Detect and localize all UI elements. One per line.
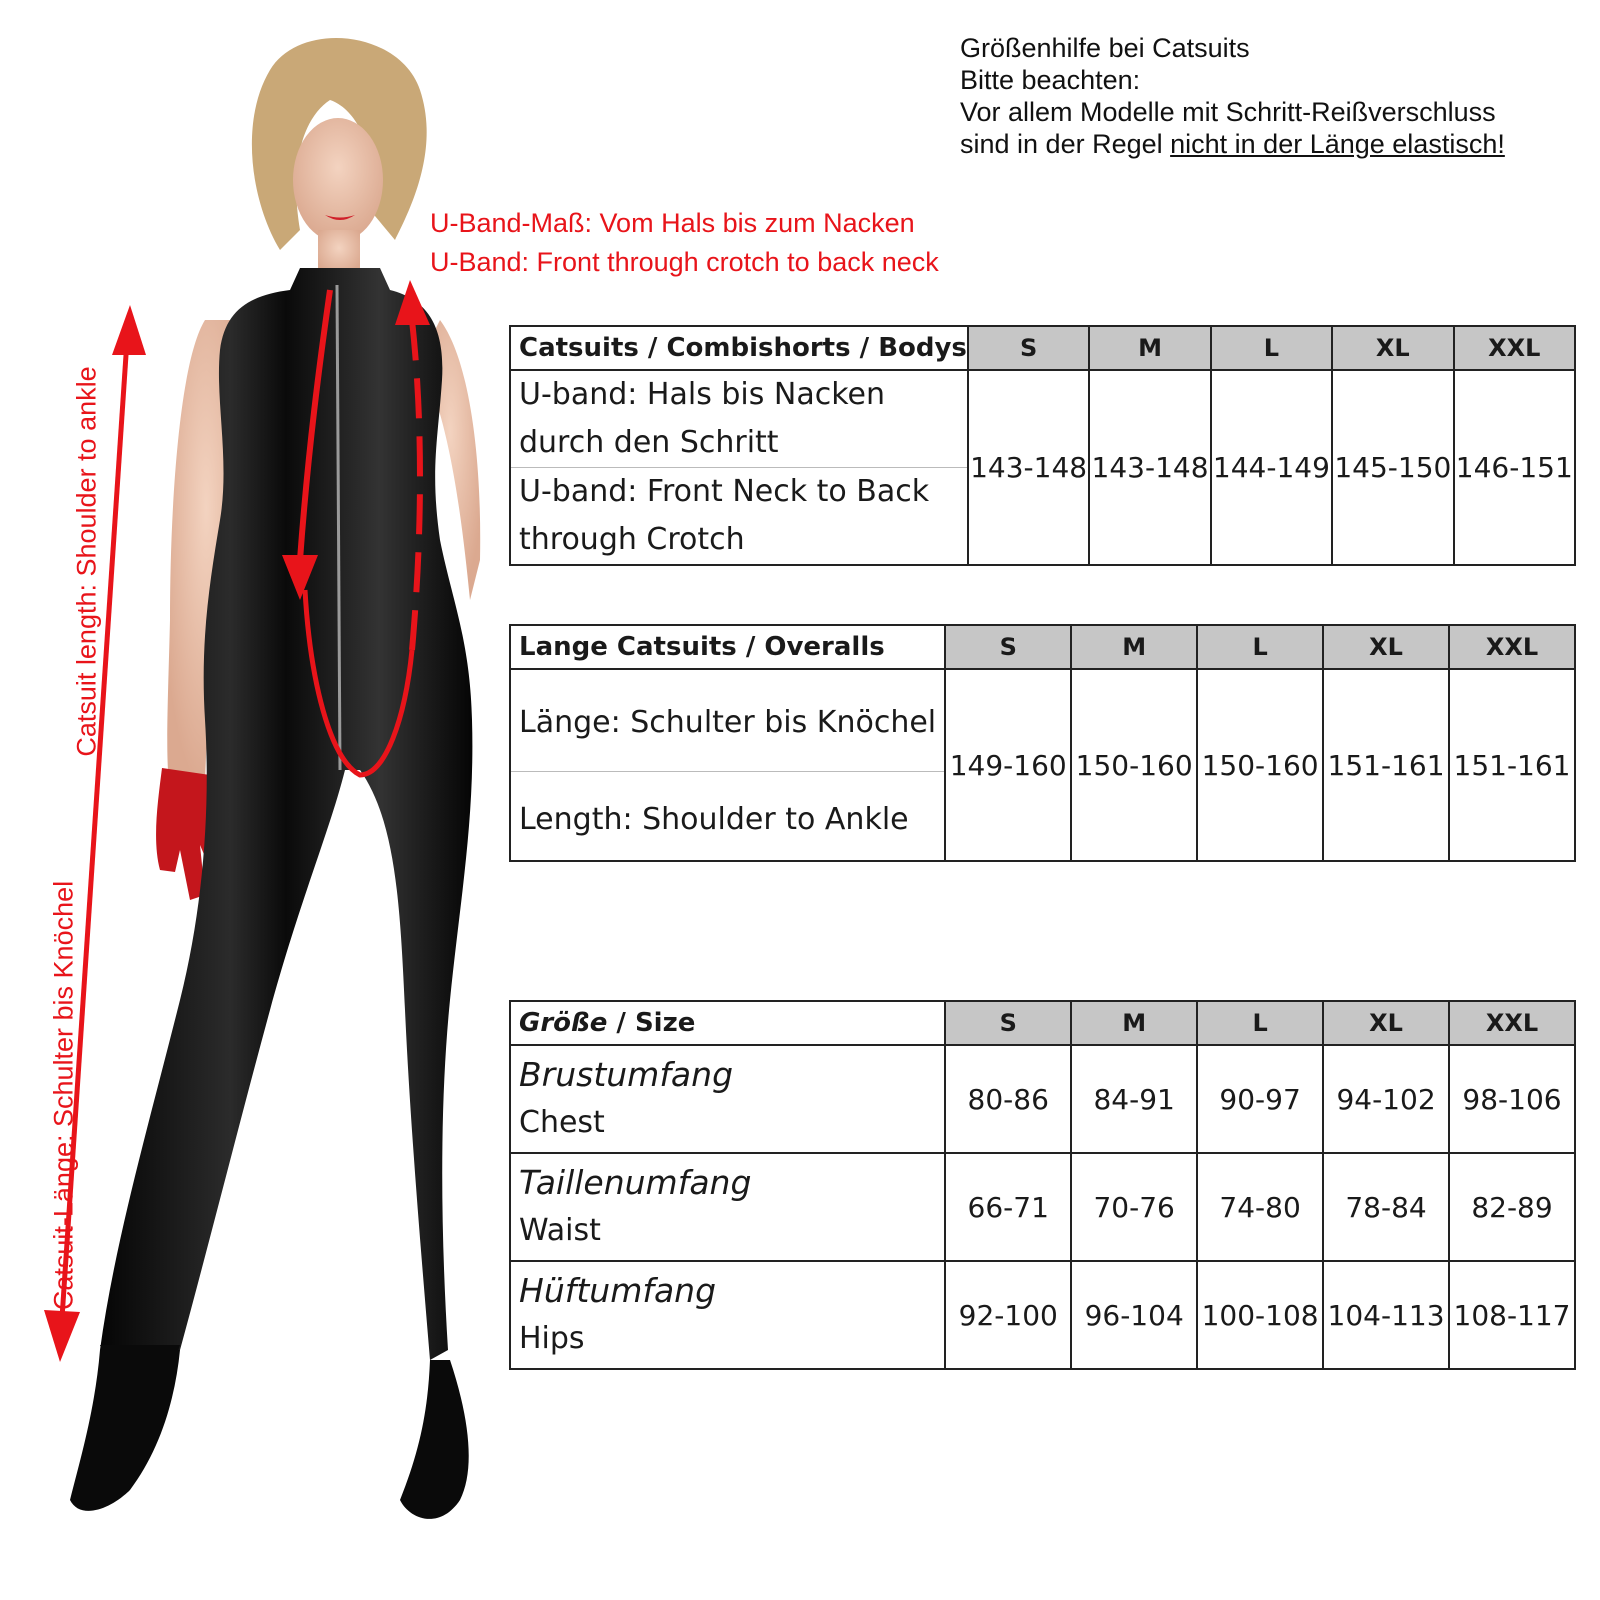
table-cell: 100-108: [1197, 1261, 1323, 1369]
title-en: / Size: [607, 1008, 696, 1038]
table-cell: 108-117: [1449, 1261, 1575, 1369]
notes-line: Vor allem Modelle mit Schritt-Reißverschluss: [960, 97, 1496, 127]
table-title: Catsuits / Combishorts / Bodys: [510, 326, 968, 370]
size-header: XL: [1323, 1001, 1449, 1045]
size-guide-notes: [960, 32, 1505, 160]
size-header: L: [1211, 326, 1332, 370]
measure-en: U-band: Front Neck to Back through Crotch: [511, 467, 967, 564]
length-size-table: [509, 624, 1576, 862]
table-cell: 80-86: [945, 1045, 1071, 1153]
table-row: [510, 1261, 1575, 1369]
model-figure: [0, 0, 500, 1600]
size-header: L: [1197, 625, 1323, 669]
face-shape: [293, 118, 383, 242]
table-cell: 82-89: [1449, 1153, 1575, 1261]
measure-de: Brustumfang: [519, 1055, 734, 1094]
uband-notes: [430, 204, 939, 282]
left-shoe: [70, 1350, 180, 1511]
uband-note-en: U-Band: Front through crotch to back neck: [430, 247, 939, 277]
uband-note-de: U-Band-Maß: Vom Hals bis zum Nacken: [430, 208, 915, 238]
size-header: S: [945, 625, 1071, 669]
table-cell: 94-102: [1323, 1045, 1449, 1153]
measure-de: Länge: Schulter bis Knöchel: [519, 704, 937, 740]
uband-size-table: [509, 325, 1576, 566]
catsuit: [100, 268, 472, 1360]
table-cell: 151-161: [1323, 669, 1449, 861]
length-arrow-top: [112, 305, 146, 355]
table-cell: 150-160: [1071, 669, 1197, 861]
table-cell: 150-160: [1197, 669, 1323, 861]
table-cell: 74-80: [1197, 1153, 1323, 1261]
table-cell: 98-106: [1449, 1045, 1575, 1153]
length-label-en: Catsuit length: Shoulder to ankle: [71, 366, 102, 757]
size-header: XXL: [1454, 326, 1575, 370]
table-cell: 78-84: [1323, 1153, 1449, 1261]
table-cell: 143-148: [968, 370, 1089, 565]
notes-text: sind in der Regel: [960, 129, 1171, 159]
measure-de: Hüftumfang: [519, 1271, 717, 1310]
measure-description: [510, 370, 968, 565]
table-title: [510, 1001, 945, 1045]
size-header: L: [1197, 1001, 1323, 1045]
measure-de: Taillenumfang: [519, 1163, 752, 1202]
size-header: M: [1071, 625, 1197, 669]
size-header: S: [945, 1001, 1071, 1045]
table-cell: 90-97: [1197, 1045, 1323, 1153]
table-title: Lange Catsuits / Overalls: [510, 625, 945, 669]
size-header: M: [1071, 1001, 1197, 1045]
notes-line: Bitte beachten:: [960, 65, 1141, 95]
size-header: S: [968, 326, 1089, 370]
measure-en: Hips: [519, 1321, 585, 1356]
right-shoe: [400, 1360, 469, 1519]
title-de: Größe: [519, 1008, 608, 1038]
table-cell: 66-71: [945, 1153, 1071, 1261]
table-cell: 146-151: [1454, 370, 1575, 565]
length-label-de: Catsuit-Länge: Schulter bis Knöchel: [48, 880, 79, 1311]
measure-description: [510, 669, 945, 861]
table-row: [510, 1153, 1575, 1261]
measure-description: [510, 1261, 945, 1369]
notes-line: [960, 128, 1505, 160]
body-size-table: [509, 1000, 1576, 1370]
size-header: XL: [1332, 326, 1453, 370]
measure-en: Length: Shoulder to Ankle: [511, 771, 944, 856]
notes-title: Größenhilfe bei Catsuits: [960, 33, 1250, 63]
table-cell: 104-113: [1323, 1261, 1449, 1369]
size-header: XXL: [1449, 1001, 1575, 1045]
table-cell: 145-150: [1332, 370, 1453, 565]
size-header: XL: [1323, 625, 1449, 669]
measure-en: Waist: [519, 1213, 601, 1248]
measure-de: U-band: Hals bis Nacken durch den Schritt: [519, 377, 885, 460]
table-cell: 92-100: [945, 1261, 1071, 1369]
table-cell: 149-160: [945, 669, 1071, 861]
table-cell: 96-104: [1071, 1261, 1197, 1369]
measure-description: [510, 1045, 945, 1153]
size-header: XXL: [1449, 625, 1575, 669]
table-cell: 151-161: [1449, 669, 1575, 861]
measure-en: Chest: [519, 1105, 605, 1140]
notes-underlined-text: nicht in der Länge elastisch!: [1170, 129, 1505, 159]
table-cell: 144-149: [1211, 370, 1332, 565]
table-row: [510, 1045, 1575, 1153]
table-cell: 143-148: [1089, 370, 1210, 565]
measure-description: [510, 1153, 945, 1261]
table-cell: 70-76: [1071, 1153, 1197, 1261]
table-cell: 84-91: [1071, 1045, 1197, 1153]
size-header: M: [1089, 326, 1210, 370]
